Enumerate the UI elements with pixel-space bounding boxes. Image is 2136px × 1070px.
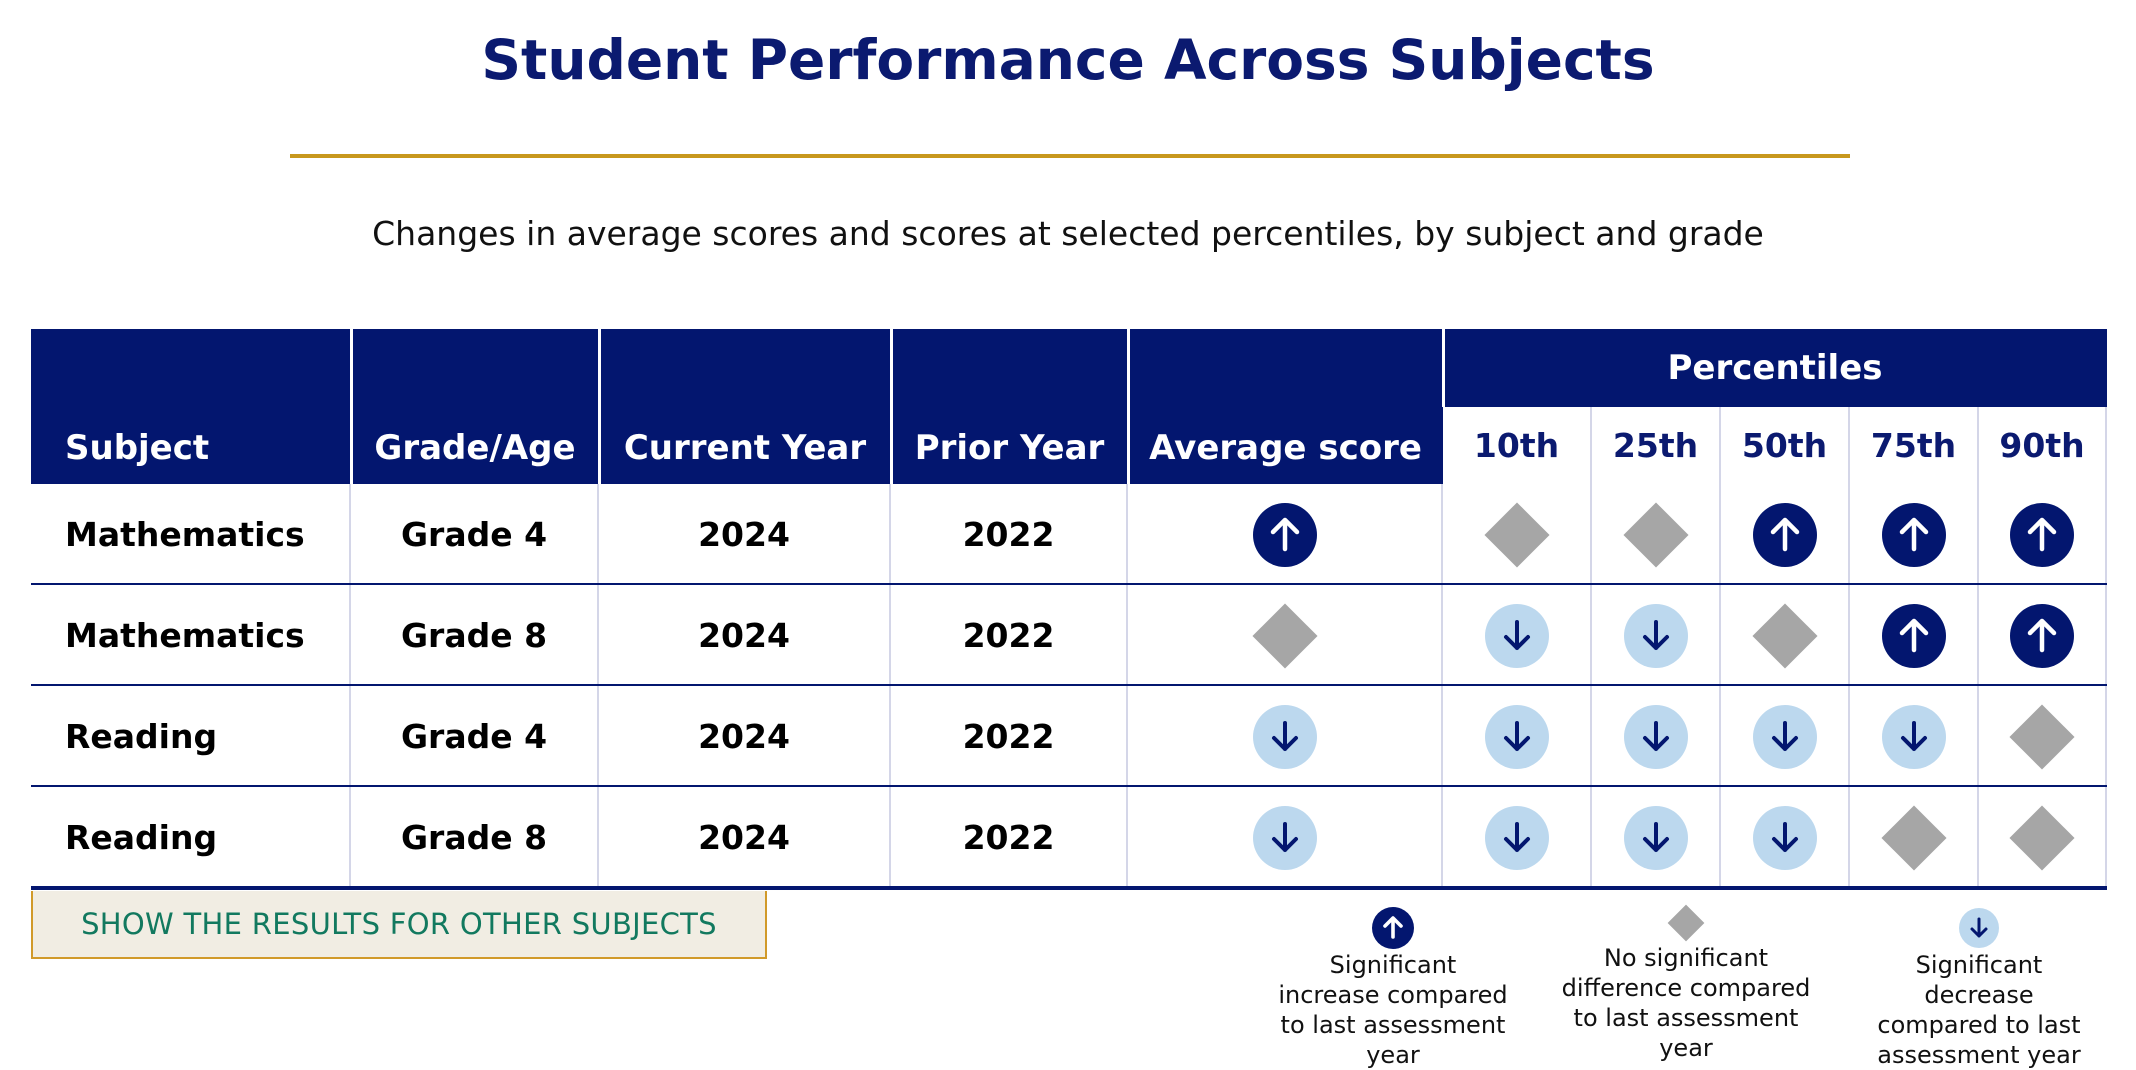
no-change-icon bbox=[2006, 802, 2078, 874]
row-grade-cell: Grade 4 bbox=[351, 686, 599, 787]
row-p75-cell bbox=[1850, 686, 1979, 787]
row-p25-cell bbox=[1592, 585, 1721, 686]
no-change-icon bbox=[1620, 499, 1692, 571]
header-separator bbox=[1127, 329, 1130, 484]
no-change-icon bbox=[1878, 802, 1950, 874]
header-average: Average score bbox=[1128, 329, 1443, 484]
decrease-icon bbox=[1752, 704, 1818, 770]
header-subject: Subject bbox=[31, 329, 351, 484]
row-current-cell: 2024 bbox=[599, 787, 891, 888]
decrease-icon bbox=[1484, 603, 1550, 669]
row-p10-cell bbox=[1443, 484, 1592, 585]
page-subtitle: Changes in average scores and scores at selected percentiles, by subject and grade bbox=[372, 214, 1764, 253]
increase-icon bbox=[2009, 603, 2075, 669]
row-p10-cell bbox=[1443, 585, 1592, 686]
row-grade-cell: Grade 4 bbox=[351, 484, 599, 585]
row-current-cell: 2024 bbox=[599, 585, 891, 686]
decrease-icon bbox=[1958, 907, 2000, 949]
header-prior-year: Prior Year bbox=[891, 329, 1128, 484]
row-subject-cell: Reading bbox=[31, 686, 351, 787]
row-current-cell: 2024 bbox=[599, 484, 891, 585]
row-p90-cell bbox=[1979, 787, 2107, 888]
decrease-icon bbox=[1623, 603, 1689, 669]
legend-decrease-label: Significant decrease compared to last assessment year bbox=[1877, 951, 2081, 1069]
row-average-cell bbox=[1128, 585, 1443, 686]
row-current-cell: 2024 bbox=[599, 686, 891, 787]
row-prior-cell: 2022 bbox=[891, 686, 1128, 787]
row-p10-cell bbox=[1443, 686, 1592, 787]
decrease-icon bbox=[1623, 805, 1689, 871]
header-p10: 10th bbox=[1443, 407, 1592, 484]
decrease-icon bbox=[1484, 805, 1550, 871]
row-p10-cell bbox=[1443, 787, 1592, 888]
row-p50-cell bbox=[1721, 585, 1850, 686]
row-prior-cell: 2022 bbox=[891, 585, 1128, 686]
row-prior-cell: 2022 bbox=[891, 484, 1128, 585]
row-p75-cell bbox=[1850, 585, 1979, 686]
header-separator bbox=[890, 329, 893, 484]
no-change-icon bbox=[2006, 701, 2078, 773]
decrease-icon bbox=[1623, 704, 1689, 770]
header-p50: 50th bbox=[1721, 407, 1850, 484]
decrease-icon bbox=[1252, 805, 1318, 871]
row-p75-cell bbox=[1850, 787, 1979, 888]
header-separator bbox=[350, 329, 353, 484]
decrease-icon bbox=[1881, 704, 1947, 770]
row-average-cell bbox=[1128, 686, 1443, 787]
legend-no-change-label: No significant difference compared to last assessment year bbox=[1561, 944, 1811, 1062]
row-p50-cell bbox=[1721, 686, 1850, 787]
no-change-icon bbox=[1249, 600, 1321, 672]
no-change-icon bbox=[1664, 901, 1708, 945]
legend-increase-label: Significant increase compared to last assessment year bbox=[1278, 951, 1508, 1069]
row-p75-cell bbox=[1850, 484, 1979, 585]
row-subject-cell: Mathematics bbox=[31, 484, 351, 585]
increase-icon bbox=[1881, 603, 1947, 669]
header-grade: Grade/Age bbox=[351, 329, 599, 484]
header-percentiles: Percentiles bbox=[1443, 329, 2107, 407]
row-subject-cell: Mathematics bbox=[31, 585, 351, 686]
header-current-year: Current Year bbox=[599, 329, 891, 484]
header-p25: 25th bbox=[1592, 407, 1721, 484]
header-p75: 75th bbox=[1850, 407, 1979, 484]
header-p90: 90th bbox=[1979, 407, 2107, 484]
title-divider bbox=[290, 154, 1850, 158]
row-p50-cell bbox=[1721, 787, 1850, 888]
row-prior-cell: 2022 bbox=[891, 787, 1128, 888]
page-title: Student Performance Across Subjects bbox=[481, 28, 1655, 92]
no-change-icon bbox=[1481, 499, 1553, 571]
row-grade-cell: Grade 8 bbox=[351, 787, 599, 888]
row-p25-cell bbox=[1592, 484, 1721, 585]
show-other-subjects-button[interactable]: SHOW THE RESULTS FOR OTHER SUBJECTS bbox=[31, 891, 767, 959]
row-p90-cell bbox=[1979, 686, 2107, 787]
increase-icon bbox=[1881, 502, 1947, 568]
header-separator bbox=[1442, 329, 1445, 407]
header-separator bbox=[598, 329, 601, 484]
row-p90-cell bbox=[1979, 585, 2107, 686]
decrease-icon bbox=[1752, 805, 1818, 871]
results-table bbox=[31, 329, 2107, 891]
decrease-icon bbox=[1252, 704, 1318, 770]
no-change-icon bbox=[1749, 600, 1821, 672]
row-average-cell bbox=[1128, 484, 1443, 585]
row-p25-cell bbox=[1592, 787, 1721, 888]
increase-icon bbox=[1372, 907, 1414, 949]
increase-icon bbox=[1252, 502, 1318, 568]
row-average-cell bbox=[1128, 787, 1443, 888]
row-divider bbox=[31, 886, 2107, 890]
row-p50-cell bbox=[1721, 484, 1850, 585]
row-p90-cell bbox=[1979, 484, 2107, 585]
row-p25-cell bbox=[1592, 686, 1721, 787]
increase-icon bbox=[1752, 502, 1818, 568]
row-subject-cell: Reading bbox=[31, 787, 351, 888]
increase-icon bbox=[2009, 502, 2075, 568]
decrease-icon bbox=[1484, 704, 1550, 770]
row-grade-cell: Grade 8 bbox=[351, 585, 599, 686]
